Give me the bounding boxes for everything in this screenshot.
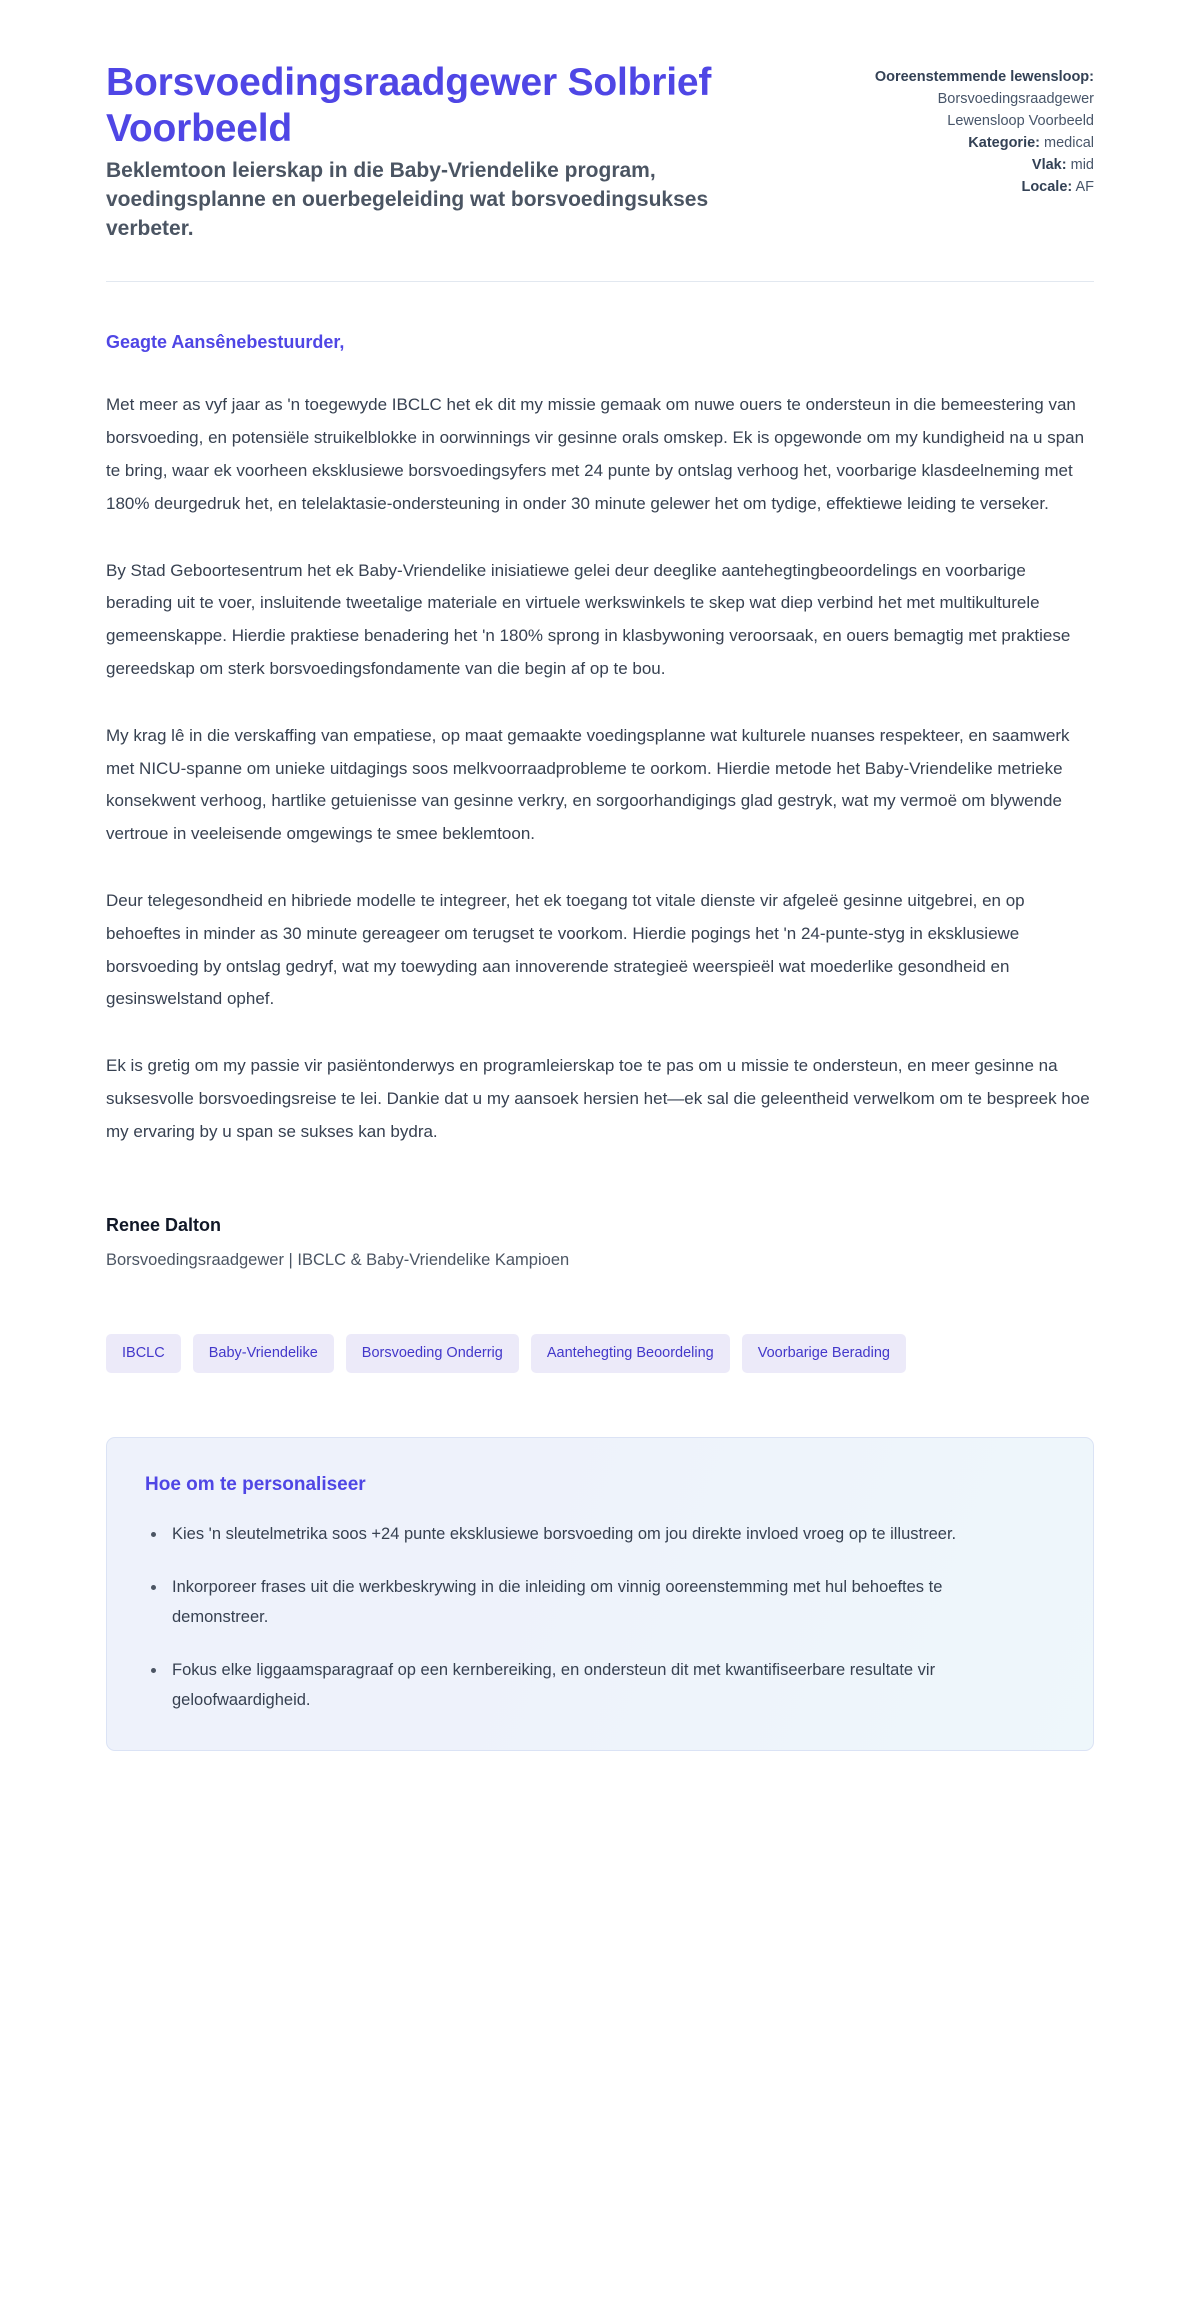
- category-label: Kategorie:: [968, 135, 1040, 152]
- category-value: medical: [1044, 135, 1094, 152]
- signature-role: Borsvoedingsraadgewer | IBCLC & Baby-Vriendelike Kampioen: [106, 1251, 570, 1270]
- callout-tip-item: Fokus elke liggaamsparagraaf op een kernbereiking, en ondersteun dit met kwantifiseerbare resultate vir geloofwaardigheid.: [145, 1655, 1025, 1716]
- letter-paragraph: My krag lê in die verskaffing van empatiese, op maat gemaakte voedingsplanne wat kulturele nuanses respekteer, en saamwerk met NICU-spanne om unieke uitdagings soos melkvoorraadprobleme te oorkom. Hierdie metode het Baby-Vriendelike metrieke konsekwent verhoog, hartlike getuienisse van gesinne verkry, en sorgoorhandigings glad gestryk, wat my vermoë om blywende vertroue in veeleisende omgewings te smee beklemtoon.: [106, 725, 1070, 844]
- matching-resume-value: Borsvoedingsraadgewer Lewensloop Voorbeeld: [937, 91, 1094, 130]
- header-title-block: [106, 52, 746, 244]
- callout-tip-item: Kies 'n sleutelmetrika soos +24 punte eksklusiewe borsvoeding om jou direkte invloed vroeg op te illustreer.: [145, 1519, 1025, 1550]
- locale-value: AF: [1075, 179, 1094, 196]
- letter-body: [106, 282, 1094, 1751]
- tag-chip[interactable]: Voorbarige Berading: [742, 1334, 906, 1373]
- signature-block: [106, 1212, 1094, 1274]
- tag-chip[interactable]: Borsvoeding Onderrig: [346, 1334, 519, 1373]
- document-metadata: [864, 52, 1094, 198]
- tag-list: [106, 1334, 1006, 1373]
- callout-tip-list: [145, 1519, 1053, 1716]
- tag-chip[interactable]: IBCLC: [106, 1334, 181, 1373]
- tag-chip[interactable]: Baby-Vriendelike: [193, 1334, 334, 1373]
- personalization-callout: [106, 1437, 1094, 1751]
- letter-paragraph: Ek is gretig om my passie vir pasiëntonderwys en programleierskap toe te pas om u missie te ondersteun, en meer gesinne na suksesvolle borsvoedingsreise te lei. Dankie dat u my aansoek hersien het—ek sal die geleentheid verwelkom om te bespreek hoe my ervaring by u span se sukses kan bydra.: [106, 1056, 1090, 1141]
- letter-paragraph: Deur telegesondheid en hibriede modelle te integreer, het ek toegang tot vitale dienste vir afgeleë gesinne uitgebrei, en op behoeftes in minder as 30 minute gereageer om terugset te voorkom. Hierdie pogings het 'n 24-punte-styg in eksklusiewe borsvoeding by ontslag gedryf, wat my toewyding aan innoverende strategieë weerspieël wat moederlike gesondheid en gesinswelstand ophef.: [106, 890, 1025, 1009]
- level-label: Vlak:: [1031, 157, 1067, 174]
- letter-paragraph: By Stad Geboortesentrum het ek Baby-Vriendelike inisiatiewe gelei deur deeglike aantehegtingbeoordelings en voorbarige berading uit te voer, insluitende tweetalige materiale en virtuele werkswinkels te skep wat diep verbind het met multikulturele gemeenskappe. Hierdie praktiese benadering het 'n 180% sprong in klasbywoning veroorsaak, en ouers bemagtig met praktiese gereedskap om sterk borsvoedingsfondamente van die begin af op te bou.: [106, 560, 1071, 678]
- metadata-level-row: [864, 154, 1094, 176]
- salutation: Geagte Aansênebestuurder,: [106, 332, 345, 353]
- level-value: mid: [1070, 157, 1094, 174]
- locale-label: Locale:: [1021, 179, 1073, 196]
- tag-chip[interactable]: Aantehegting Beoordeling: [531, 1334, 730, 1373]
- letter-paragraph: Met meer as vyf jaar as 'n toegewyde IBCLC het ek dit my missie gemaak om nuwe ouers te ondersteun in die bemeestering van borsvoeding, en potensiële struikelblokke in oorwinnings vir gesinne orals omskep. Ek is opgewonde om my kundigheid na u span te bring, waar ek voorheen eksklusiewe borsvoedingsyfers met 24 punte by ontslag verhoog het, voorbarige klasdeelneming met 180% deurgedruk het, en telelaktasie-ondersteuning in onder 30 minute gelewer het om tydige, effektiewe leiding te verseker.: [106, 395, 1085, 513]
- matching-resume-label: Ooreenstemmende lewensloop:: [874, 69, 1094, 85]
- page-title: Borsvoedingsraadgewer Solbrief Voorbeeld: [106, 61, 712, 150]
- page-subtitle: Beklemtoon leierskap in die Baby-Vriendelike program, voedingsplanne en ouerbegeleiding wat borsvoedingsukses verbeter.: [106, 159, 709, 241]
- signature-name: Renee Dalton: [106, 1215, 222, 1236]
- metadata-locale-row: [864, 176, 1094, 198]
- callout-tip-item: Inkorporeer frases uit die werkbeskrywing in die inleiding om vinnig ooreenstemming met hul behoeftes te demonstreer.: [145, 1572, 1025, 1633]
- document-header: [106, 52, 1094, 244]
- callout-title: Hoe om te personaliseer: [145, 1473, 366, 1495]
- metadata-category-row: [864, 132, 1094, 154]
